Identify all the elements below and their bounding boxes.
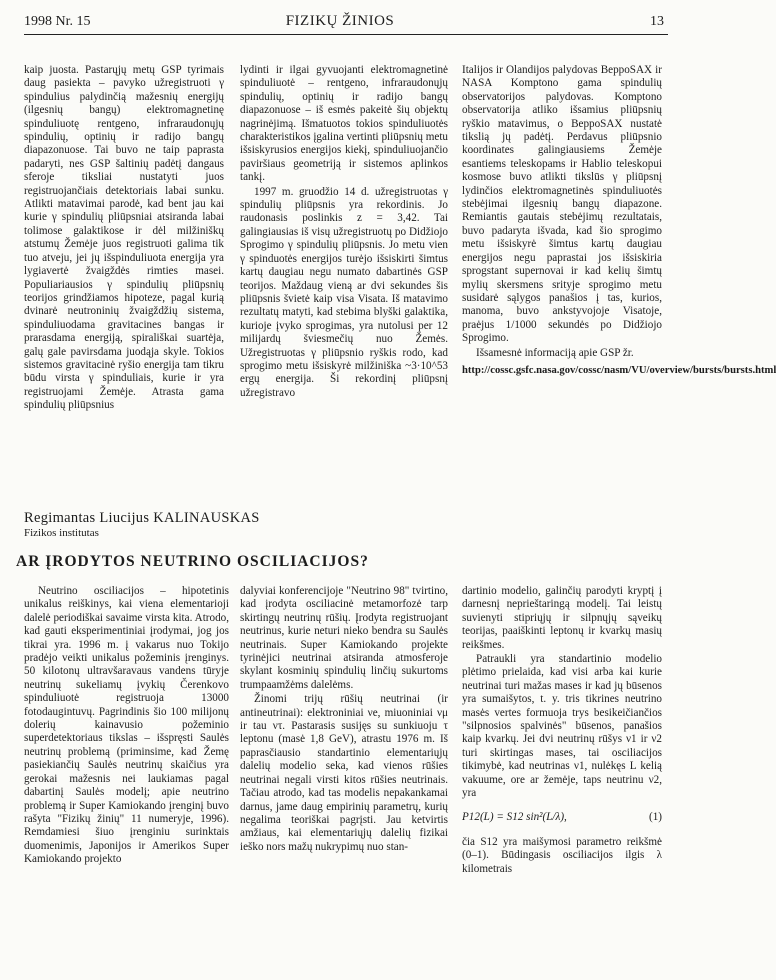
page-number: 13 — [650, 14, 664, 29]
equation-number: (1) — [649, 810, 662, 823]
article-title: AR ĮRODYTOS NEUTRINO OSCILIACIJOS? — [16, 553, 369, 570]
paragraph: kaip juosta. Pastarųjų metų GSP tyrimais daug pasiekta – pavyko užregistruoti γ spindulius palydinčią mažesnių energijų (ilgesnių bangų) elektromagnetinę spinduliuotę rentgeno, infraraudonųjų spindulių, optinių ir radijo bangų diapazonuose. Tai buvo ne taip paprasta padaryti, nes GSP šaltinių padėtį dangaus sferoje tiksliai nustatyti juos registruojančiais detektoriais labai sunku. Atlikti matavimai parodė, kad bent jau kai kurie γ spindulių pliūpsniai atsiranda labai tolimose galaktikose ir dėl milžiniškų atstumų Žemėje juos registruoti galima tik tuo atveju, jei jų išspinduliuota energija yra lygiavertė žvaigždės rimties masei. Populiariausios γ spindulių pliūpsnių teorijos grindžiamos hipoteze, pagal kurią dvinarė neutroninių žvaigždžių sistema, spinduliuodama gravitacines bangas ir prarasdama energiją, spirališkai suartėja, galų gale pavirsdama juodąja skyle. Tokios sistemos gravitacinė ryšio energija tam tikru būdu virsta γ spinduliais, kurie ir yra registruojami Žemėje. Atrasta gama spindulių pliūpsnius — [24, 64, 224, 412]
header-rule — [24, 34, 668, 35]
issue-label: 1998 Nr. 15 — [24, 14, 91, 29]
paragraph: lydinti ir ilgai gyvuojanti elektromagnetinė spinduliuotė – rentgeno, infraraudonųjų spindulių, optinių ir radijo bangų diapazonuose – iš esmės pakeitė šių objektų nagrinėjimą. Išmatuotos tokios spinduliuotės charakteristikos įgalina vertinti pliūpsnių metu išsiskyrusios energijos kiekį, spinduliuojančio paviršiaus geometriją ir sistemos aplinkos tankį. — [240, 64, 448, 184]
article1-column-2 — [240, 64, 448, 401]
author-name: Regimantas Liucijus KALINAUSKAS — [24, 510, 260, 526]
reference-url: http://cossc.gsfc.nasa.gov/cossc/nasm/VU/overview/bursts/bursts.html — [462, 364, 776, 376]
article1-column-3 — [462, 64, 776, 377]
paragraph: Patraukli yra standartinio modelio plėtimo prielaida, kad visi arba kai kurie neutrinai turi mažas mases ir kad jų būsenos yra sumaišytos, t. y. tris tikrines neutrino masės vertes formuoja trys besikeičiančios "silpnosios spalvinės" būsenos, panašios kaip kvarkų. Jei dvi neutrinų rūšys ν1 ir ν2 turi skirtingas mases, tai osciliacijos tikimybė, kad neutrinas ν1, nulėkęs L kelią vakuume, ore ar žemėje, taps neutrinu ν2, yra — [462, 653, 662, 800]
author-institute: Fizikos institutas — [24, 527, 99, 539]
equation-body: P12(L) = S12 sin²(L/λ), — [462, 810, 567, 823]
paragraph: Išsamesnė informaciją apie GSP žr. — [476, 346, 634, 359]
journal-title: FIZIKŲ ŽINIOS — [285, 13, 395, 29]
article2-column-2 — [240, 585, 448, 855]
equation — [462, 811, 662, 824]
paragraph: 1997 m. gruodžio 14 d. užregistruotas γ spindulių pliūpsnis yra rekordinis. Jo raudonasis poslinkis z = 3,42. Tai galingiausias iš visų užregistruotų po Didžiojo Sprogimo γ spindulių pliūpsnis. Jo metu vien γ spinduotės energijos turėjo išsiskirti šimtus kartų daugiau negu numato dabartinės GSP teorijos. Maždaug vieną ar dvi sekundes šis pliūpsnis švietė kaip visa Visata. Iš matavimo rezultatų matyti, kad stebima blyški galaktika, kurioje įvyko sprogimas, yra nutolusi per 12 milijardų šviesmečių nuo Žemės. Užregistruotas γ pliūpsnio ryškis rodo, kad sprogimo metu išsiskyrė milžiniška ~3·10^53 ergų energija. Ši rekordinį pliūpsnį užregistravo — [240, 185, 448, 399]
paragraph: dalyviai konferencijoje "Neutrino 98" tvirtino, kad įrodyta osciliacinė metamorfozė tarp skirtingų neutrinų rūšių. Įrodyta registruojant neutrinus, kurie neturi nieko bendra su Saulės neutrinais. Super Kamiokando projekte tyrinėjici neutrinai atsiranda atmosferoje skylant kosminių spindulių linčių sukurtoms trumpaamžėms dalelėms. — [240, 585, 448, 691]
article2-column-3 — [462, 585, 662, 877]
article2-column-1 — [24, 585, 229, 868]
paragraph: Italijos ir Olandijos palydovas BeppoSAX ir NASA Komptono gama spindulių observatorijos palydovas. Komptono observatorija atliko išsamius pliūpsnių ryškio matavimus, o BeppoSAX nustatė tikslią jų padėtį. Perdavus pliūpsnio koordinates galingiausiems Žemėje esantiems teleskopams ir Hablio teleskopui kosmose buvo atlikti tikslūs γ pliūpsnį lydinčios elektromagnetinės spinduliuotės stebėjimai ilgesnių bangų diapazone. Remiantis gautais stebėjimų rezultatais, buvo padaryta išvada, kad šio sprogimo metu išsiskyrė šimtus kartų daugiau energijos negu paprastai jos išsiskiria sprogstant supernovai ir kad kelių šimtų mylių skersmens srityje sprogimo metu susidarė sąlygos panašios į tas, kurios, manoma, buvo ankstyvojoje Visatoje, praėjus 1/1000 sekundės po Didžiojo Sprogimo. — [462, 64, 662, 345]
paragraph: Neutrino osciliacijos – hipotetinis unikalus reiškinys, kai viena elementarioji dalelė periodiškai savaime virsta kita. Atrodo, kad gauti eksperimentiniai įrodymai, jog jos tikrai yra. 1996 m. į vakarus nuo Tokijo pradėjo veikti unikalus požeminis įrenginys. 50 kilotonų ultravšaravaus vandens tūryje neutrinų sukeliamų įvykių Čerenkovo spinduliuotė registruoja 13000 fotodaugintuvų. Pagrindinis šio 100 milijonų dolerių kainavusio požeminio superdetektoriaus tikslas – išspręsti Saulės neutrinų problemą (priminsime, kad Žemę pasiekiančių Saulės neutrinų skaičius yra gerokai mažesnis nei laukiamas pagal dabartinį Saulės modelį; apie neutrino problemą ir Super Kamiokando įrenginį buvo rašyta "Fizikų žinių" 11 numeryje, 1996). Remdamiesi šiuo įrenginiu surinktais duomenimis, Japonijos ir Amerikos Super Kamiokando projekto — [24, 585, 229, 866]
paragraph: čia S12 yra maišymosi parametro reikšmė (0–1). Būdingasis osciliacijos ilgis λ kilometrais — [462, 835, 662, 875]
paragraph: dartinio modelio, galinčių parodyti kryptį į darnesnį neprieštaringą modelį. Tai leistų suvienyti stipriųjų ir silpnųjų sąveikų teorijas, paaiškinti leptonų ir kvarkų masių reikšmes. — [462, 585, 662, 651]
article1-column-1 — [24, 64, 224, 414]
paragraph: Žinomi trijų rūšių neutrinai (ir antineutrinai): elektroniniai νe, miuoniniai νμ ir tau ντ. Pastarasis susijęs su sunkiuoju τ leptonu (masė 1,8 GeV), atrastu 1976 m. Iš paprasčiausio standartinio elementariųjų dalelių modelio seka, kad vienos rūšies neutrinai negali virsti kitos rūšies neutrinais. Tačiau atrodo, kad tas modelis nepakankamai darnus, jame daug empirinių parametrų, kurių negalima teoriškai pagrįsti. Jau ketvirtis amžiaus, kai elementariųjų dalelių fizikai ieško nors mažų nukrypimų nuo stan- — [240, 693, 448, 853]
